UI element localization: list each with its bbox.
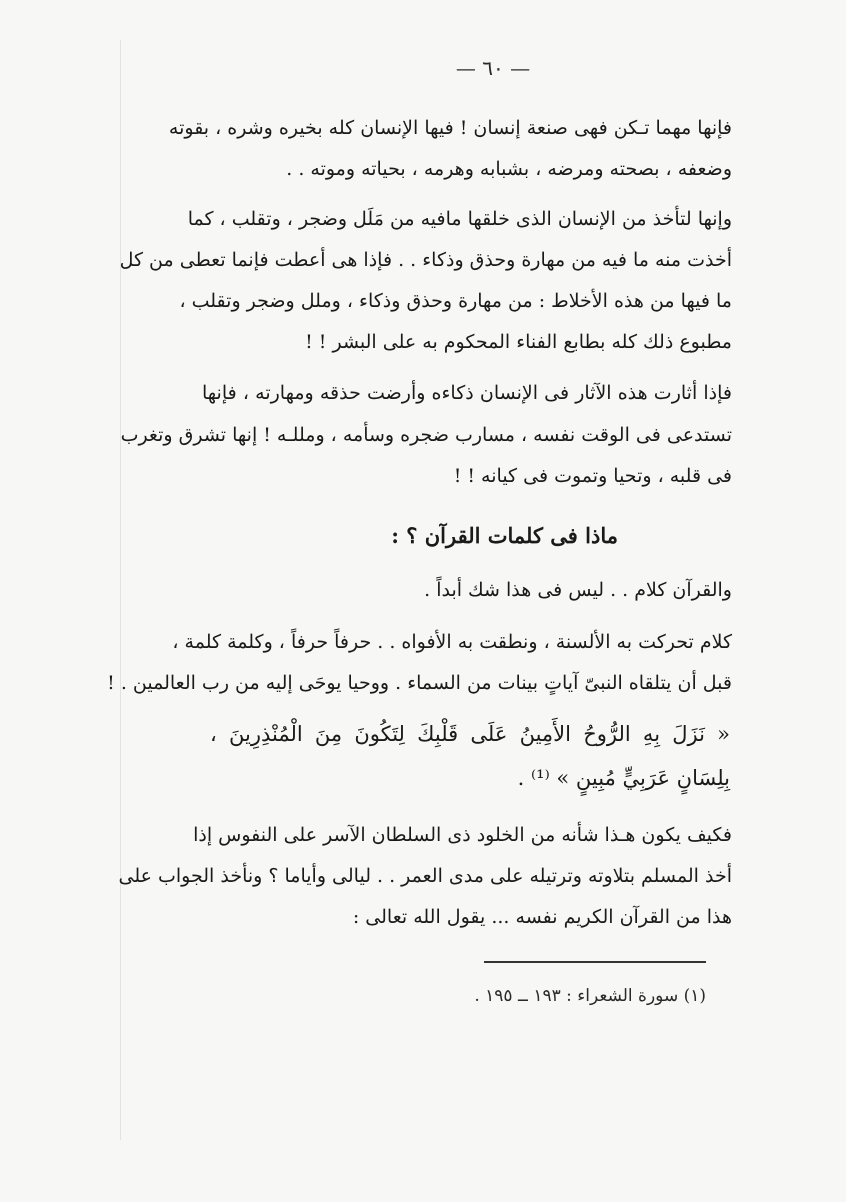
text-line: كلام تحركت به الألسنة ، ونطقت به الأفواه . . حرفاً حرفاً ، وكلمة كلمة ، <box>172 631 732 653</box>
section-heading: ماذا فى كلمات القرآن ؟ : <box>391 523 618 548</box>
text-line: فى قلبه ، وتحيا وتموت فى كيانه ! ! <box>453 465 732 487</box>
text-line: أخذت منه ما فيه من مهارة وحذق وذكاء . . فإذا هى أعطت فإنما تعطى من كل <box>119 249 732 271</box>
text-line: وإنها لتأخذ من الإنسان الذى خلقها مافيه من مَلَل وضجر ، وتقلب ، كما <box>187 208 732 230</box>
text-line: والقرآن كلام . . ليس فى هذا شك أبداً . <box>424 579 732 601</box>
text-line: وضعفه ، بصحته ومرضه ، بشبابه وهرمه ، بحياته وموته . . <box>286 158 732 180</box>
footnote-divider <box>484 961 706 963</box>
text-line: فإذا أثارت هذه الآثار فى الإنسان ذكاءه وأرضت حذقه ومهارته ، فإنها <box>202 382 732 404</box>
text-line: مطبوع ذلك كله بطابع الفناء المحكوم به على البشر ! ! <box>305 331 732 353</box>
text-line: ما فيها من هذه الأخلاط : من مهارة وحذق وذكاء ، وملل وضجر وتقلب ، <box>179 290 732 312</box>
text-line: فكيف يكون هـذا شأنه من الخلود ذى السلطان الآسر على النفوس إذا <box>193 824 732 846</box>
text-line: تستدعى فى الوقت نفسه ، مسارب ضجره وسأمه ، ومللـه ! إنها تشرق وتغرب <box>120 424 732 446</box>
page-number: — ٦٠ — <box>455 56 531 80</box>
footnote: (١) سورة الشعراء : ١٩٣ ــ ١٩٥ . <box>474 986 706 1006</box>
text-line: فإنها مهما تـكن فهى صنعة إنسان ! فيها الإنسان كله بخيره وشره ، بقوته <box>168 117 732 139</box>
verse-line: بِلِسَانٍ عَرَبِيٍّ مُبِينٍ » ⁽¹⁾ . <box>517 766 730 790</box>
page-edge-line <box>120 40 121 1140</box>
text-line: أخذ المسلم بتلاوته وترتيله على مدى العمر . . ليالى وأياما ؟ ونأخذ الجواب على <box>118 865 732 887</box>
verse-line: « نَزَلَ بِهِ الرُّوحُ الأَمِينُ عَلَى قَلْبِكَ لِتَكُونَ مِنَ الْمُنْذِرِينَ ، <box>210 722 730 746</box>
text-line: قبل أن يتلقاه النبىّ آياتٍ بينات من السماء . ووحيا يوحَى إليه من رب العالمين . ! <box>107 672 732 694</box>
text-line: هذا من القرآن الكريم نفسه ... يقول الله تعالى : <box>352 906 732 928</box>
